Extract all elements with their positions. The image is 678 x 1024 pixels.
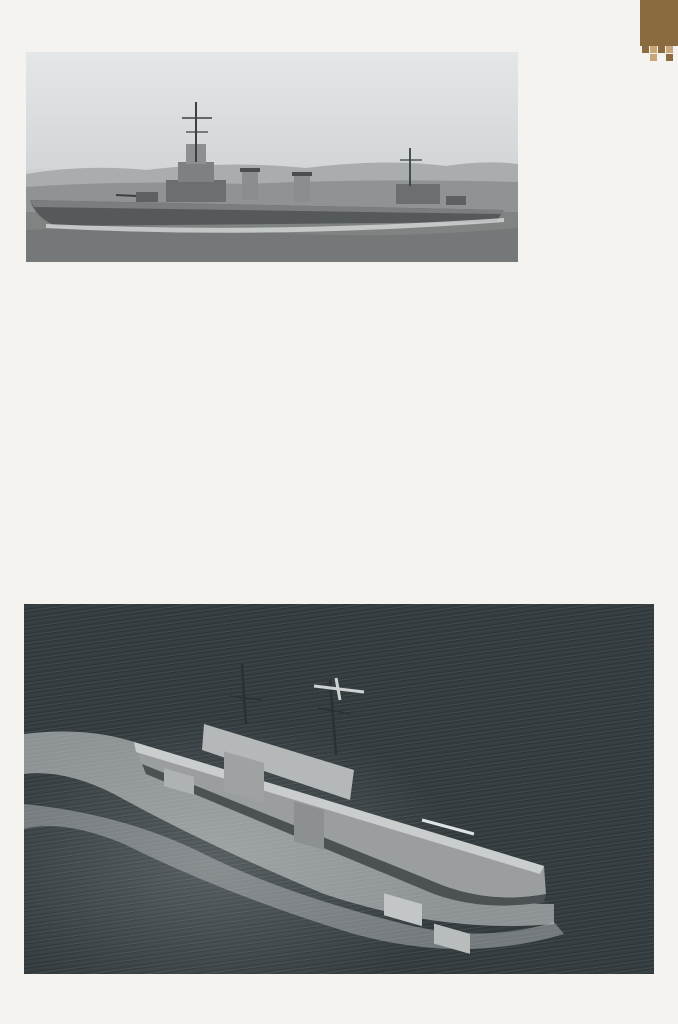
page-number-tab: [640, 0, 678, 46]
photo-torpilleur-la-bayonnaise: [26, 52, 518, 262]
cruiser-illustration: [24, 604, 654, 974]
destroyer-illustration: [26, 52, 518, 262]
show-through-text: [530, 145, 654, 158]
photo-croiseur-marseillaise: [24, 604, 654, 974]
decorative-squares: [642, 46, 672, 62]
